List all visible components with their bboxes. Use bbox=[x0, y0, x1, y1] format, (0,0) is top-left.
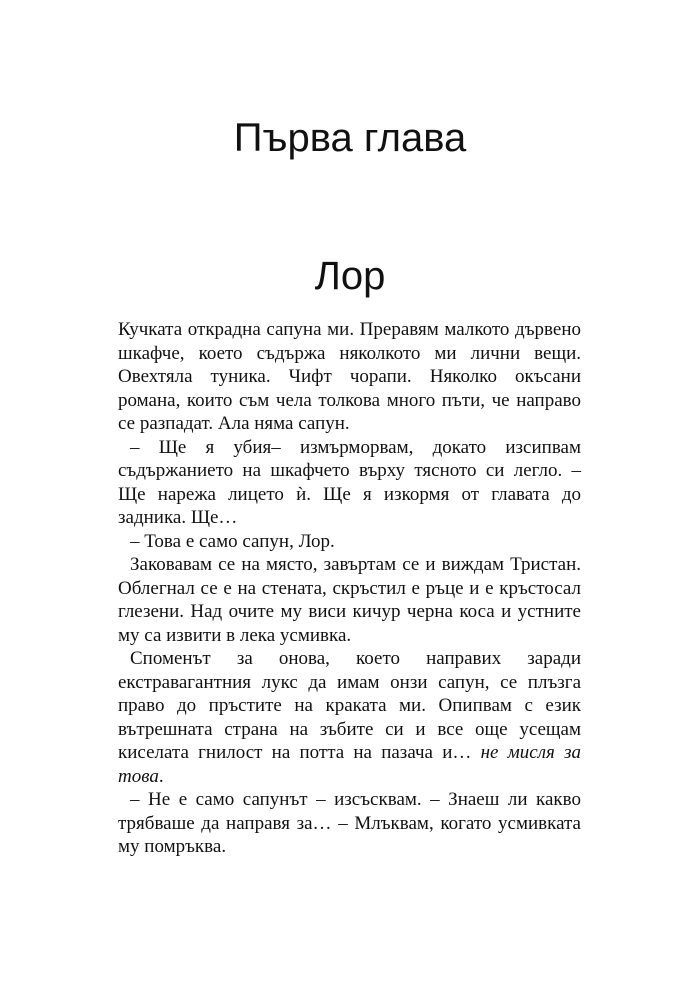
italic-phrase: не мисля за това bbox=[118, 742, 581, 787]
paragraph: – Не е само сапунът – изсъсквам. – Знаеш ли какво трябваше да направя за… – Млъквам, когато усмивката му помръква. bbox=[118, 789, 581, 857]
chapter-title: Първа глава bbox=[233, 116, 467, 160]
paragraph: – Това е само сапун, Лор. bbox=[130, 530, 335, 552]
paragraph: Кучката открадна сапуна ми. Преравям малкото дървено шкафче, което съдържа няколкото ми лични вещи. Овехтяла туника. Чифт чорапи. Няколко окъсани романа, които съм чела толкова много пъти, че направо се разпадат. Ала няма сапун. bbox=[118, 319, 581, 434]
paragraph-end: . bbox=[158, 765, 164, 787]
body-text bbox=[118, 318, 581, 859]
paragraph bbox=[118, 647, 581, 788]
section-title: Лор bbox=[314, 254, 386, 298]
paragraph: Заковавам се на място, завъртам се и виждам Тристан. Облегнал се е на стената, скръстил е ръце и е кръстосал глезени. Над очите му виси кичур черна коса и устните му са извити в лека усмивка. bbox=[118, 554, 581, 646]
paragraph-text: Споменът за онова, което направих заради екстравагантния лукс да имам онзи сапун, се плъзга право до пръстите на краката ми. Опипвам с език вътрешната страна на зъбите си и все още усещам киселата гнилост на потта на пазача и… bbox=[118, 648, 581, 763]
paragraph: – Ще я убия– измърморвам, докато изсипвам съдържанието на шкафчето върху тясното си легло. – Ще нарежа лицето ѝ. Ще я изкормя от главата до задника. Ще… bbox=[118, 436, 581, 528]
